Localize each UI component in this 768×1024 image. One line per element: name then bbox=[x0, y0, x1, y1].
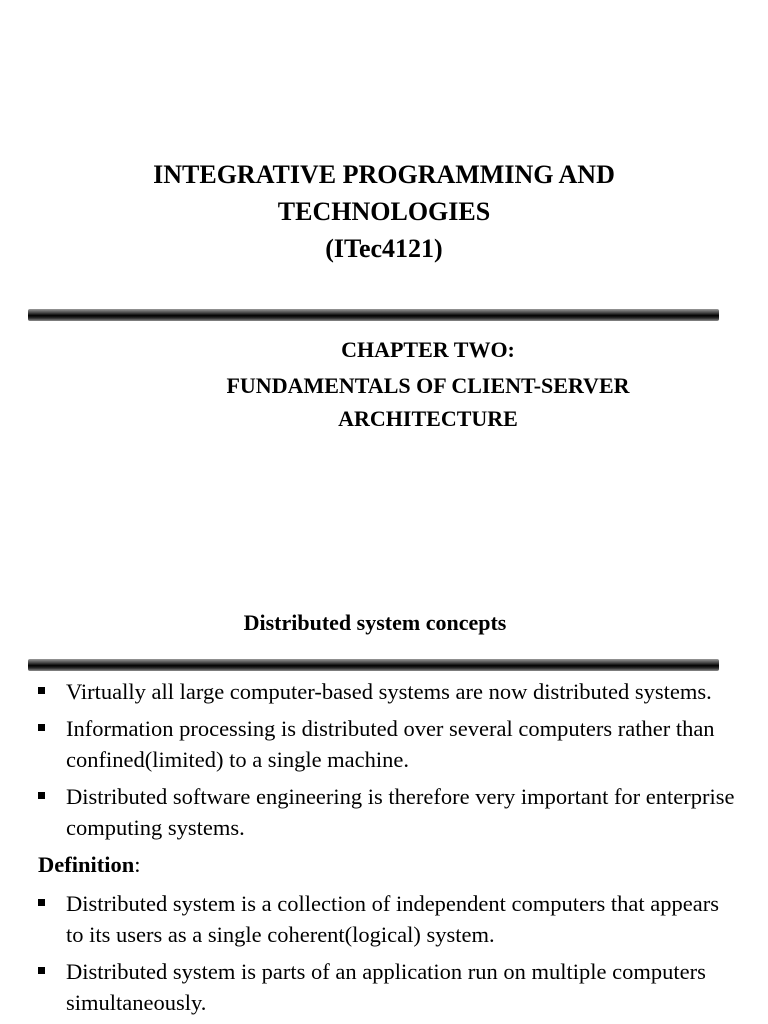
square-bullet-icon bbox=[38, 724, 45, 731]
divider-bar-top bbox=[28, 309, 719, 321]
definition-colon: : bbox=[134, 852, 141, 877]
definition-label: Definition bbox=[38, 852, 135, 877]
list-item bbox=[38, 676, 738, 707]
course-title bbox=[0, 156, 768, 267]
chapter-title-line-2: ARCHITECTURE bbox=[338, 406, 518, 431]
chapter-heading bbox=[174, 333, 682, 435]
slide-body bbox=[38, 676, 738, 1024]
course-code: (ITec4121) bbox=[325, 234, 443, 263]
list-item bbox=[38, 713, 738, 775]
definition-heading bbox=[38, 849, 738, 880]
list-item-text: Distributed software engineering is therefore very important for enterprise computing systems. bbox=[66, 784, 735, 840]
chapter-title-line-1: FUNDAMENTALS OF CLIENT-SERVER bbox=[226, 373, 630, 398]
list-item-text: Virtually all large computer-based systems are now distributed systems. bbox=[66, 679, 712, 704]
list-item bbox=[38, 888, 738, 950]
course-title-line-2: TECHNOLOGIES bbox=[277, 197, 491, 226]
list-item-text: Distributed system is parts of an application run on multiple computers simultaneously. bbox=[66, 959, 706, 1015]
list-item-text: Information processing is distributed over several computers rather than confined(limited) to a single machine. bbox=[66, 716, 715, 772]
section-heading: Distributed system concepts bbox=[243, 610, 507, 635]
divider-bar-bottom bbox=[28, 659, 719, 671]
square-bullet-icon bbox=[38, 792, 45, 799]
list-item-text: Distributed system is a collection of independent computers that appears to its users as a single coherent(logical) system. bbox=[66, 891, 719, 947]
course-title-line-1: INTEGRATIVE PROGRAMMING AND bbox=[153, 160, 615, 189]
list-item bbox=[38, 956, 738, 1018]
square-bullet-icon bbox=[38, 899, 45, 906]
chapter-label: CHAPTER TWO: bbox=[341, 337, 515, 362]
square-bullet-icon bbox=[38, 687, 45, 694]
list-item bbox=[38, 781, 738, 843]
square-bullet-icon bbox=[38, 967, 45, 974]
